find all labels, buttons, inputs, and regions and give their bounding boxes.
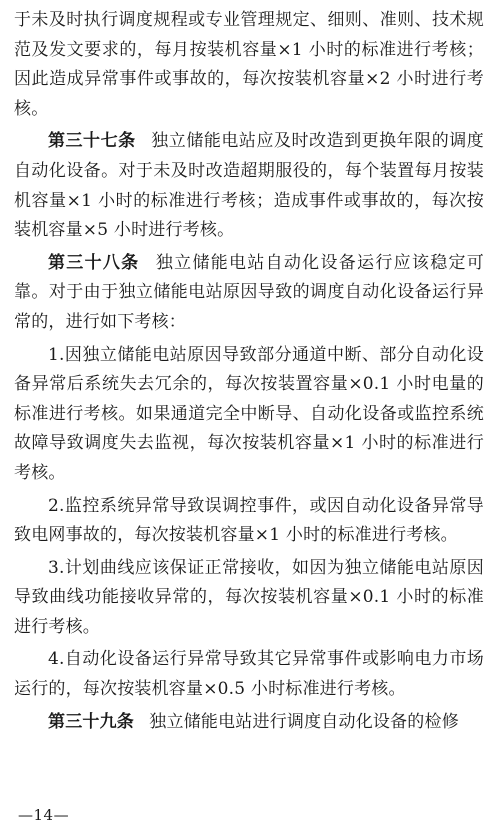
paragraph-text: 独立储能电站自动化设备运行应该稳定可靠。对于由于独立储能电站原因导致的调度自动化设备运行异常的，进行如下考核：: [14, 252, 485, 332]
paragraph-text: 1.因独立储能电站原因导致部分通道中断、部分自动化设备异常后系统失去冗余的，每次按装置容量×0.1 小时电量的标准进行考核。如果通道完全中断导、自动化设备或监控系统故障导致调度失去监视，每次按装机容量×1 小时的标准进行考核。: [14, 344, 484, 483]
article-heading: 第三十七条: [48, 131, 136, 152]
paragraph-text: 独立储能电站进行调度自动化设备的检修: [149, 711, 459, 732]
paragraph-text: 独立储能电站应及时改造到更换年限的调度自动化设备。对于未及时改造超期服役的，每个装置每月按装机容量×1 小时的标准进行考核；造成事件或事故的，每次按装机容量×5 小时进行考核。: [14, 131, 484, 241]
paragraph-text: 3.计划曲线应该保证正常接收，如因为独立储能电站原因导致曲线功能接收异常的，每次按装机容量×0.1 小时的标准进行考核。: [14, 557, 484, 637]
paragraph-text: 4.自动化设备运行异常导致其它异常事件或影响电力市场运行的，每次按装机容量×0.5 小时标准进行考核。: [14, 649, 484, 700]
paragraph-text: 于未及时执行调度规程或专业管理规定、细则、准则、技术规范及发文要求的，每月按装机容量×1 小时的标准进行考核；因此造成异常事件或事故的，每次按装机容量×2 小时进行考核。: [14, 10, 484, 119]
article-heading: 第三十八条: [48, 252, 140, 273]
clause-1: [14, 341, 484, 489]
paragraph-continuation: [14, 6, 484, 124]
clause-4: [14, 645, 484, 704]
article-heading: 第三十九条: [48, 711, 134, 732]
clause-2: [14, 492, 484, 551]
page-number: —14—: [18, 806, 70, 824]
article-39: [14, 708, 484, 738]
paragraph-text: 2.监控系统异常导致误调控事件，或因自动化设备异常导致电网事故的，每次按装机容量×1 小时的标准进行考核。: [14, 495, 484, 546]
clause-3: [14, 554, 484, 643]
article-38: [14, 249, 484, 338]
article-37: [14, 127, 484, 245]
